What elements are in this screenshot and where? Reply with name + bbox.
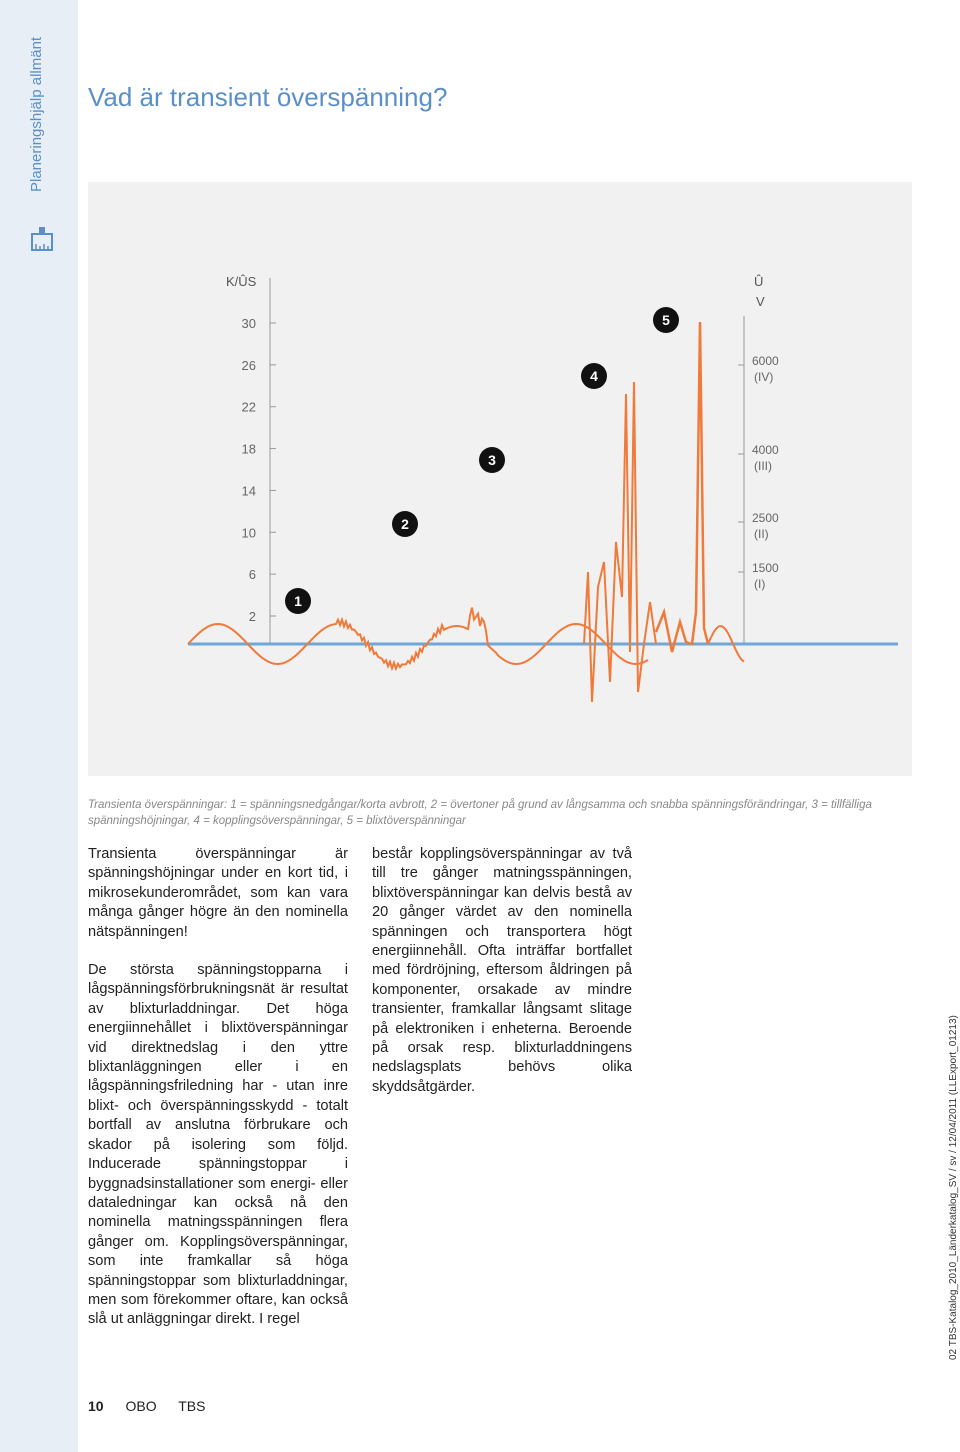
- transient-chart: [88, 182, 912, 776]
- series-signal: [188, 608, 648, 669]
- y-axis-label-right: Û: [754, 274, 764, 289]
- marker-number: 2: [401, 516, 409, 532]
- y-tick-label: 14: [241, 483, 256, 499]
- sidebar: [0, 0, 78, 1452]
- series-switching-spikes: [584, 382, 656, 702]
- right-label-value: 6000: [752, 354, 779, 368]
- marker-number: 5: [662, 312, 670, 328]
- y-axis-label-left: K/ÛS: [226, 274, 257, 289]
- y-tick-label: 22: [241, 399, 256, 415]
- y-tick-label: 26: [241, 357, 256, 373]
- y-tick-label: 10: [241, 525, 256, 541]
- marker-number: 1: [294, 593, 302, 609]
- paragraph: Transienta överspänningar är spänningshöjningar under en kort tid, i mikrosekunderområdet, som kan vara många gånger högre än den nominella nätspänningen!: [88, 846, 348, 940]
- text-column-right: [372, 845, 632, 1116]
- y-axis-unit-right: V: [756, 294, 765, 309]
- chart-svg: [88, 182, 912, 776]
- y-tick-label: 2: [248, 609, 256, 624]
- product-name: TBS: [178, 1398, 206, 1414]
- page-number: 10: [88, 1398, 104, 1414]
- right-label-class: (II): [754, 527, 769, 541]
- right-label-value: 1500: [752, 561, 779, 575]
- paragraph: De största spänningstopparna i lågspänningsförbrukningsnät är resultat av blixturladdningar. Det höga energiinnehållet i blixtöverspänningar vid direktnedslag i den yttre blixtanläggningen eller i en lågspänningsfriledning har - utan inre blixt- och överspänningsskydd - totalt bortfall av anslutna förbrukare och skador på isolering som följd. Inducerade spänningstoppar i byggnadsinstallationer som energi- eller dataledningar kan också nå den nominella matningsspänningen flera gånger om. Kopplingsöverspänningar, som inte framkallar så höga spänningstoppar som blixturladdningar, men som förekommer oftare, kan också slå ut anläggningar direkt. I regel: [88, 962, 348, 1328]
- marker-number: 4: [590, 368, 598, 384]
- marker-number: 3: [488, 452, 496, 468]
- right-label-value: 4000: [752, 443, 779, 457]
- right-label-class: (I): [754, 577, 766, 591]
- page-title: Vad är transient överspänning?: [88, 82, 448, 112]
- y-tick-label: 30: [241, 316, 256, 331]
- text-column-left: [88, 845, 348, 1349]
- paragraph: består kopplingsöverspänningar av två till tre gånger matningsspänningen, blixtöverspänningar kan delvis bestå av 20 gånger värdet av den nominella spänningen och transportera högt energiinnehåll. Ofta inträffar bortfallet med fördröjning, eftersom åldringen på komponenter, orsakade av mindre transienter, framkallar långsamt slitage på elektroniken i enheterna. Beroende på orsak resp. blixturladdningens nedslagsplats behövs olika skyddsåtgärder.: [372, 846, 632, 1095]
- right-label-value: 2500: [752, 511, 779, 525]
- y-tick-label: 18: [241, 441, 256, 457]
- brand-name: OBO: [125, 1398, 157, 1414]
- footer: [88, 1398, 223, 1414]
- right-label-class: (IV): [754, 370, 774, 384]
- right-label-class: (III): [754, 459, 772, 473]
- catalog-reference: 02 TBS-Katalog_2010_Länderkatalog_SV / sv / 12/04/2011 (LLExport_01213): [948, 1015, 959, 1360]
- figure-caption: Transienta överspänningar: 1 = spänningsnedgångar/korta avbrott, 2 = övertoner på grund av långsamma och snabba spänningsförändringar, 3 = tillfälliga spänningshöjningar, 4 = kopplingsöverspänningar, 5 = blixtöverspänningar: [88, 799, 872, 827]
- series-lightning-spike: [656, 322, 708, 652]
- section-label: Planeringshjälp allmänt: [28, 36, 45, 192]
- ruler-book-icon: [30, 226, 54, 252]
- y-tick-label: 6: [248, 567, 256, 583]
